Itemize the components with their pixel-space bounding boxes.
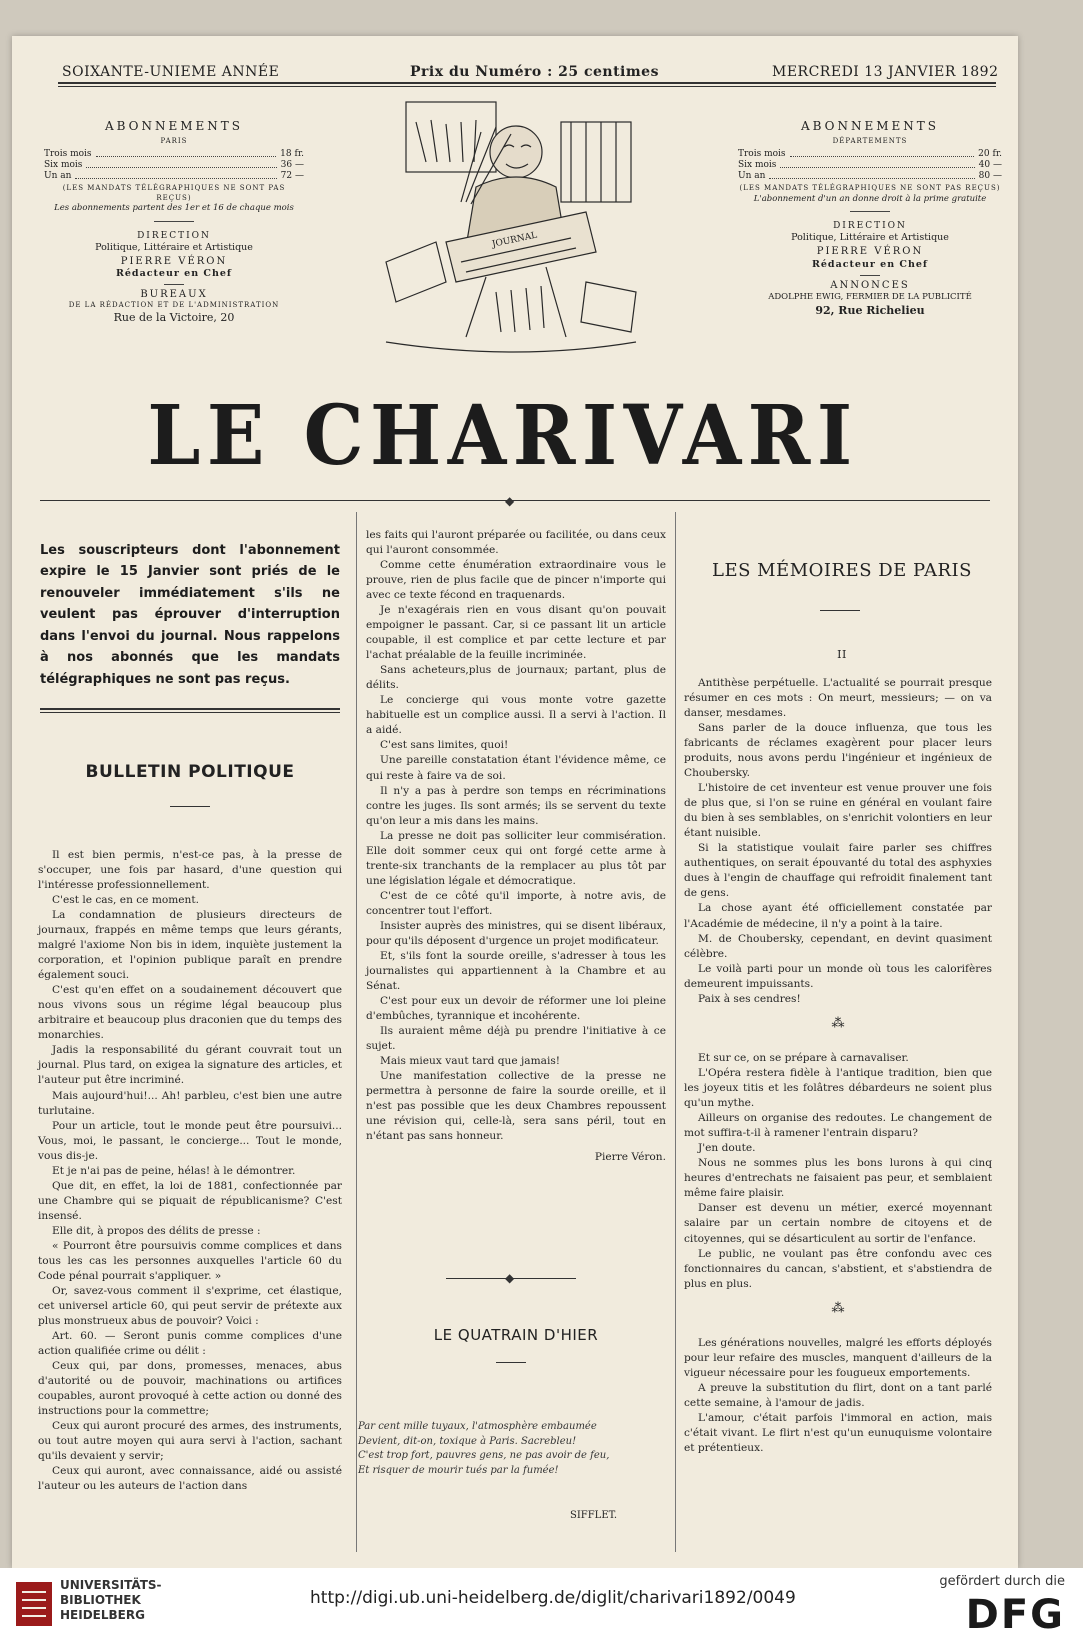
column-rule: [356, 512, 357, 1552]
paragraph: « Pourront être poursuivis comme complices et dans tous les cas les personnes auxquelles l'article 60 du Code pénal pourrait s'appliquer. »: [38, 1239, 342, 1282]
paragraph: Et je n'ai pas de peine, hélas! à le démontrer.: [52, 1164, 296, 1177]
paragraph: L'amour, c'était parfois l'immoral en action, mais c'était vivant. Le flirt n'est qu'un eunuquisme volontaire et prétentieux.: [684, 1412, 992, 1455]
poster-figures: [416, 120, 476, 162]
direction-label: DIRECTION: [833, 221, 907, 232]
subscriptions-departements: [738, 118, 1002, 318]
paragraph: les faits qui l'auront préparée ou facilitée, ou dans ceux qui l'auront consommée.: [366, 529, 666, 557]
poem-line: Et risquer de mourir tués par la fumée!: [358, 1464, 559, 1476]
heading-rule: [496, 1362, 526, 1363]
paragraph: Elle dit, à propos des délits de presse :: [52, 1224, 261, 1237]
subscriptions-title: ABONNEMENTS: [104, 119, 244, 133]
director-role: Rédacteur en Chef: [115, 268, 233, 280]
paragraph: Art. 60. — Seront punis comme complices d'une action qualifiée crime ou délit :: [38, 1330, 342, 1358]
shelf-books: [571, 122, 616, 202]
quatrain-title: LE QUATRAIN D'HIER: [433, 1326, 599, 1344]
paragraph: Danser est devenu un métier, exercé moyennant salaire par un certain nombre de citoyens et de citoyennes, qui se désarticulent au sortir de l'enfance.: [684, 1202, 992, 1245]
poem-line: C'est trop fort, pauvres gens, ne pas avoir de feu,: [358, 1450, 610, 1461]
price-list: [44, 149, 304, 183]
paragraph: Jadis la responsabilité du gérant couvrait tout un journal. Plus tard, on exigea la signature des articles, et l'auteur put être incriminé.: [38, 1044, 342, 1087]
dfg-logo: DFG: [965, 1592, 1065, 1638]
notice-rule: [40, 708, 340, 710]
paragraph: A preuve la substitution du flirt, dont on a tant parlé cette semaine, à l'amour de jadis.: [684, 1382, 992, 1410]
direction-label: DIRECTION: [137, 230, 211, 241]
figure-legs: [466, 267, 566, 337]
paragraph: La condamnation de plusieurs directeurs de journaux, frappés en même temps que leurs gérants, malgré l'axiome Non bis in idem, inquiète justement la corporation, et l'opinion publique paraît en prendre également souci.: [38, 909, 342, 982]
premium-note: L'abonnement d'un an donne droit à la prime gratuite: [753, 193, 987, 204]
rule-ornament: ◆: [505, 494, 515, 508]
paragraph: Insister auprès des ministres, qui se disent libéraux, pour qu'ils déposent d'urgence un projet modificateur.: [366, 919, 666, 947]
paragraph: Ceux qui, par dons, promesses, menaces, abus d'autorité ou de pouvoir, machinations ou artifices coupables, auront provoqué à cette action ou donné des instructions pour la commettre;: [38, 1360, 342, 1418]
subscriptions-start-note: Les abonnements partent des 1er et 16 de chaque mois: [54, 203, 294, 214]
viewer-footer: [0, 1568, 1083, 1644]
paragraph: Une pareille constatation étant l'évidence même, ce qui reste à faire va de soi.: [366, 754, 666, 782]
direction-subtitle: Politique, Littéraire et Artistique: [791, 232, 949, 244]
subscriptions-region: DÉPARTEMENTS: [832, 137, 908, 146]
paragraph: Or, savez-vous comment il s'exprime, cet élastique, cet universel article 60, qui peut servir de prétexte aux plus monstrueux abus de pouvoir? Voici :: [38, 1284, 342, 1327]
paragraph: C'est le cas, en ce moment.: [52, 894, 200, 907]
paragraph: Le concierge qui vous monte votre gazette habituelle est un complice aussi. Il a servi à l'action. Il a aidé.: [366, 694, 666, 737]
bulletin-title: BULLETIN POLITIQUE: [85, 762, 295, 782]
subscriptions-paris: [44, 118, 304, 326]
paragraph: Ceux qui auront, avec connaissance, aidé ou assisté l'auteur ou les auteurs de l'action dans: [38, 1465, 342, 1493]
bureaux-label: BUREAUX: [140, 288, 208, 300]
paragraph: Mais mieux vaut tard que jamais!: [380, 1055, 561, 1068]
ads-address: 92, Rue Richelieu: [815, 303, 925, 317]
journal-label: JOURNAL: [491, 230, 539, 250]
paragraph: Sans acheteurs,plus de journaux; partant, plus de délits.: [366, 664, 666, 692]
memoires-title: LES MÉMOIRES DE PARIS: [711, 560, 972, 581]
date-label: MERCREDI 13 JANVIER 1892: [772, 64, 999, 80]
top-rule: [58, 82, 996, 84]
column-rule: [675, 512, 676, 1552]
ground-line: [386, 342, 636, 352]
library-logo-text: [60, 1578, 162, 1623]
university-seal-icon: [14, 1580, 54, 1628]
papers-left: [386, 242, 446, 302]
rule-ornament: ◆: [505, 1271, 515, 1285]
author-signature: Pierre Véron.: [594, 1151, 666, 1164]
newspaper-title: LE CHARIVARI: [147, 388, 859, 484]
price-row: Trois mois 20 fr.: [738, 148, 1002, 159]
advertiser-name: ADOLPHE EWIG, FERMIER DE LA PUBLICITÉ: [768, 292, 972, 303]
paragraph: Que dit, en effet, la loi de 1881, confectionnée par une Chambre qui se piquait de républicanisme? C'est insensé.: [38, 1179, 342, 1222]
paragraph: Je n'exagérais rien en vous disant qu'on pouvait empoigner le passant. Car, si ce passant lit un article coupable, il est complice et par cette lecture et par l'achat préalable de la feuille incriminée.: [366, 604, 666, 662]
paragraph: La presse ne doit pas solliciter leur commisération. Elle doit sommer ceux qui ont forgé cette arme à trente-six tranchants de la remplacer au plus tôt par une législation légale et démocratique.: [366, 829, 666, 887]
funding-label: gefördert durch die: [939, 1574, 1065, 1589]
annonces-label: ANNONCES: [830, 279, 910, 291]
logo-line: BIBLIOTHEK: [60, 1593, 141, 1607]
part-numeral: II: [837, 648, 847, 661]
paragraph: Il n'y a pas à perdre son temps en récriminations contre les juges. Ils sont armés; ils se servent du texte qu'on leur a mis dans les mains.: [366, 784, 666, 827]
paragraph: Nous ne sommes plus les bons lurons à qui cinq heures d'entrechats ne faisaient pas peur, et semblaient même faire plaisir.: [684, 1157, 992, 1200]
paragraph: Mais aujourd'hui!... Ah! parbleu, c'est bien une autre turlutaine.: [38, 1089, 342, 1117]
poem-line: Par cent mille tuyaux, l'atmosphère embaumée: [358, 1421, 597, 1432]
paragraph: La chose ayant été officiellement constatée par l'Académie de médecine, il n'y a point à la taire.: [684, 902, 992, 930]
papers-right: [581, 282, 636, 332]
price-list: [738, 149, 1002, 183]
paragraph: J'en doute.: [698, 1142, 756, 1155]
subscriptions-region: PARIS: [160, 137, 188, 146]
paragraph: Antithèse perpétuelle. L'actualité se pourrait presque résumer en ces mots : On meurt, messieurs; — on va danser, mesdames.: [684, 677, 992, 720]
logo-line: HEIDELBERG: [60, 1608, 145, 1622]
title-rule: [40, 500, 990, 501]
paragraph: Si la statistique voulait faire parler ses chiffres authentiques, on serait épouvanté du total des asphyxies dues à l'engin de chauffage qui refroidit finalement tant de gens.: [684, 842, 992, 900]
small-figures: [496, 286, 544, 332]
price-row: Un an 72 —: [44, 171, 304, 182]
paragraph: Sans parler de la douce influenza, que tous les fabricants de réclames exagèrent pour placer leurs produits, nous avons perdu l'ingénieur et ingénieux de Choubersky.: [684, 722, 992, 780]
paragraph: L'Opéra restera fidèle à l'antique tradition, bien que les joyeux titis et les folâtres débardeurs ne soient plus qu'un mythe.: [684, 1067, 992, 1110]
price-row: Trois mois 18 fr.: [44, 148, 304, 159]
section-stars: ⁂: [831, 1015, 845, 1031]
paragraph: C'est qu'en effet on a soudainement découvert que nous vivons sous un régime légal beaucoup plus arbitraire et beaucoup plus draconien que du temps des monarchies.: [38, 984, 342, 1042]
mandates-note: (LES MANDATS TÉLÉGRAPHIQUES NE SONT PAS REÇUS): [62, 184, 286, 202]
paragraph: Paix à ses cendres!: [698, 992, 801, 1005]
heading-rule: [820, 610, 860, 611]
paragraph: Il est bien permis, n'est-ce pas, à la presse de s'occuper, une fois par hasard, d'une question qui l'intéresse professionnellement.: [38, 849, 342, 892]
paragraph: Ceux qui auront procuré des armes, des instruments, ou tout autre moyen qui aura servi à l'action, sachant qu'ils devaient y servir;: [38, 1420, 342, 1463]
source-url-link[interactable]: http://digi.ub.uni-heidelberg.de/diglit/charivari1892/0049: [310, 1588, 796, 1608]
director-name: PIERRE VÉRON: [816, 246, 924, 258]
price-row: Un an 80 —: [738, 171, 1002, 182]
subscriptions-title: ABONNEMENTS: [800, 119, 940, 133]
paragraph: C'est pour eux un devoir de réformer une loi pleine d'embûches, tyrannique et incohérente.: [366, 994, 666, 1022]
poem-signature: SIFFLET.: [570, 1510, 617, 1521]
price-label: Prix du Numéro : 25 centimes: [410, 64, 659, 80]
bulletin-continuation: [366, 528, 666, 1165]
director-role: Rédacteur en Chef: [811, 258, 929, 270]
paragraph: Pour un article, tout le monde peut être poursuivi... Vous, moi, le passant, le concierge... Tout le monde, vous dis-je.: [38, 1119, 342, 1162]
paragraph: C'est de ce côté qu'il importe, à notre avis, de concentrer tout l'effort.: [366, 889, 666, 917]
director-name: PIERRE VÉRON: [120, 255, 228, 267]
divider: [164, 284, 184, 285]
bureaux-subtitle: DE LA RÉDACTION ET DE L'ADMINISTRATION: [68, 301, 280, 310]
mandates-note: (LES MANDATS TÉLÉGRAPHIQUES NE SONT PAS REÇUS): [739, 184, 1001, 193]
masthead-illustration: [366, 92, 656, 360]
subscription-notice: Les souscripteurs dont l'abonnement expire le 15 Janvier sont priés de le renouveler immédiatement s'ils ne veulent pas éprouver d'interruption dans l'envoi du journal. Nous rappelons à nos abonnés que les mandats télégraphiques ne sont pas reçus.: [40, 543, 340, 687]
poem-line: Devient, dit-on, toxique à Paris. Sacrebleu!: [358, 1435, 577, 1447]
top-rule-thin: [58, 86, 996, 87]
year-label: SOIXANTE-UNIEME ANNÉE: [62, 64, 280, 80]
office-address: Rue de la Victoire, 20: [113, 310, 235, 324]
paragraph: Le public, ne voulant pas être confondu avec ces fonctionnaires du cancan, s'abstient, et s'abstiendra de plus en plus.: [684, 1247, 992, 1290]
quatrain-poem: [358, 1420, 670, 1478]
paragraph: Ils auraient même déjà pu prendre l'initiative à ce sujet.: [366, 1025, 666, 1053]
divider: [154, 221, 194, 222]
paragraph: Une manifestation collective de la presse ne permettra à personne de faire la sourde oreille, et il n'est pas possible que les deux Chambres repoussent une révision qui, celle-là, sera sans péril, tout en n'étant pas sans honneur.: [366, 1070, 666, 1143]
paragraph: C'est sans limites, quoi!: [380, 739, 509, 752]
figure-head: [490, 126, 542, 178]
paragraph: Et sur ce, on se prépare à carnavaliser.: [698, 1052, 909, 1065]
paragraph: Les générations nouvelles, malgré les efforts déployés pour leur refaire des muscles, manquent d'ailleurs de la vigueur nécessaire pour les fougueux emportements.: [684, 1337, 992, 1380]
direction-subtitle: Politique, Littéraire et Artistique: [95, 241, 253, 253]
price-row: Six mois 40 —: [738, 159, 1002, 170]
bulletin-article: [38, 848, 342, 1494]
paragraph: Et, s'ils font la sourde oreille, s'adresser à tous les journalistes qui appartiennent à la Chambre et au Sénat.: [366, 949, 666, 992]
divider: [850, 211, 890, 212]
divider: [860, 275, 880, 276]
notice-rule-thin: [40, 712, 340, 713]
paragraph: Comme cette énumération extraordinaire vous le prouve, rien de plus facile que de pincer n'importe qui avec ce texte fécond en traquenards.: [366, 559, 666, 602]
price-row: Six mois 36 —: [44, 159, 304, 170]
paragraph: M. de Choubersky, cependant, en devint quasiment célèbre.: [684, 932, 992, 960]
heading-rule: [170, 806, 210, 807]
logo-line: UNIVERSITÄTS-: [60, 1578, 162, 1592]
section-stars: ⁂: [831, 1300, 845, 1316]
paragraph: Ailleurs on organise des redoutes. Le changement de mot suffira-t-il à ramener l'entrain disparu?: [684, 1112, 992, 1140]
paragraph: L'histoire de cet inventeur est venue prouver une fois de plus que, si l'on se ruine en général en voulant faire du bien à ses semblables, on s'enrichit volontiers en leur étant nuisible.: [684, 782, 992, 840]
memoires-article: [684, 676, 992, 1456]
paragraph: Le voilà parti pour un monde où tous les calorifères demeurent impuissants.: [684, 962, 992, 990]
